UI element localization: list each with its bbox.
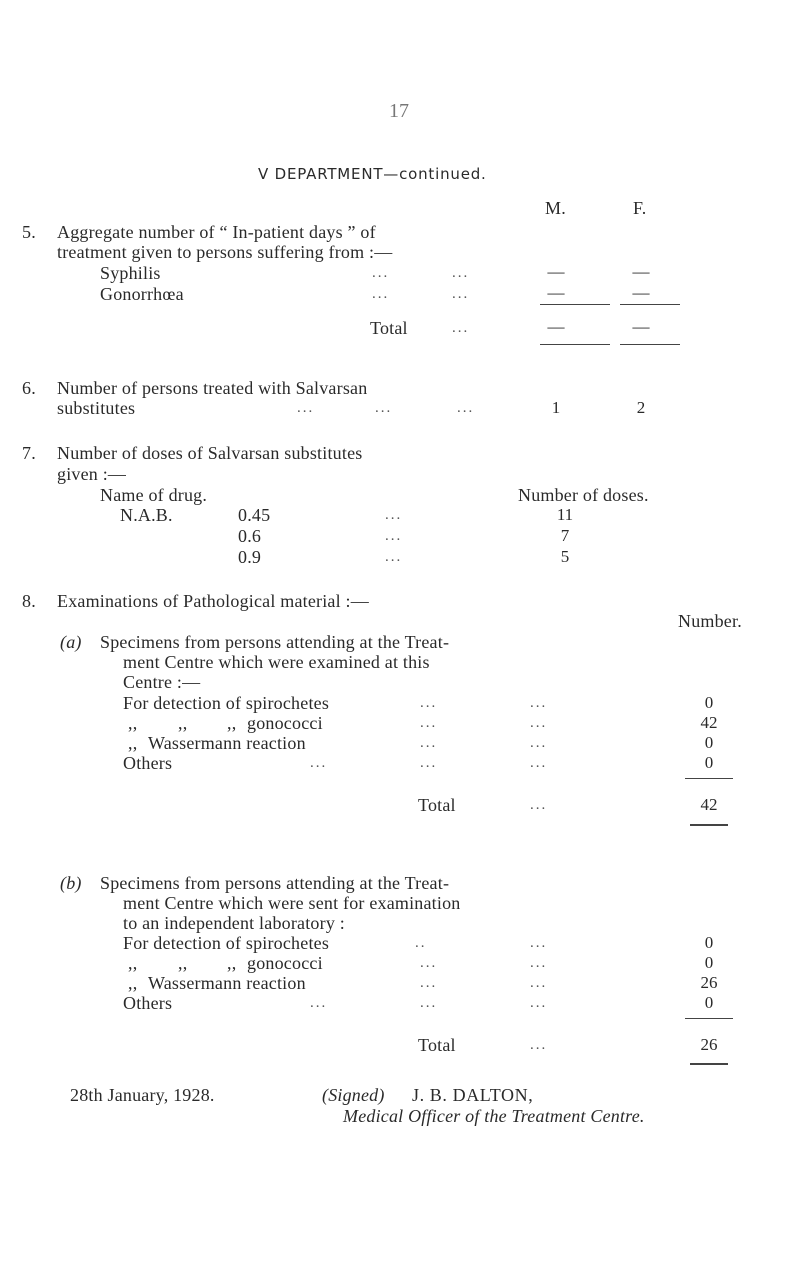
leader-dots: ... <box>530 735 548 751</box>
leader-dots: ... <box>310 995 328 1011</box>
leader-dots: ... <box>372 286 390 302</box>
total-label: Total <box>418 1035 456 1055</box>
total-f: — <box>632 317 650 336</box>
leader-dots: .. <box>415 935 427 951</box>
row-label-wassermann: Wassermann reaction <box>148 973 306 993</box>
page-heading: V DEPARTMENT—continued. <box>258 165 487 183</box>
item-text-line: Number of persons treated with Salvarsan <box>57 378 368 398</box>
item-text-line: Centre :— <box>123 672 201 692</box>
exam-total: 42 <box>700 795 718 814</box>
exam-count: 0 <box>704 693 714 712</box>
leader-dots: ... <box>297 400 315 416</box>
total-label: Total <box>418 795 456 815</box>
subsection-label: (a) <box>60 632 82 652</box>
leader-dots: ... <box>530 797 548 813</box>
total-rule <box>690 824 728 826</box>
leader-dots: ... <box>420 695 438 711</box>
dose-amount: 0.6 <box>238 526 262 546</box>
leader-dots: ... <box>530 995 548 1011</box>
value-m: 1 <box>551 398 561 417</box>
leader-dots: ... <box>452 265 470 281</box>
value-f: — <box>632 262 650 281</box>
item-text-line: Aggregate number of “ In-patient days ” of <box>57 222 376 242</box>
item-number: 6. <box>22 378 36 398</box>
leader-dots: ... <box>375 400 393 416</box>
col-f-header: F. <box>633 198 647 218</box>
leader-dots: ... <box>457 400 475 416</box>
sum-rule <box>685 1018 733 1019</box>
row-label-spirochetes: For detection of spirochetes <box>123 693 330 713</box>
leader-dots: ... <box>420 755 438 771</box>
exam-count: 0 <box>704 933 714 952</box>
exam-count: 26 <box>700 973 718 992</box>
item-text-line: treatment given to persons suffering from :— <box>57 242 393 262</box>
signatory-name: J. B. DALTON, <box>412 1085 534 1105</box>
value-m: — <box>547 262 565 281</box>
exam-count: 0 <box>704 993 714 1012</box>
total-label: Total <box>370 318 408 338</box>
row-label-gonorrhoea: Gonorrhœa <box>100 284 184 304</box>
sum-rule <box>620 304 680 305</box>
signatory-title: Medical Officer of the Treatment Centre. <box>343 1106 645 1126</box>
signed-label: (Signed) <box>322 1085 385 1105</box>
total-rule <box>540 344 610 345</box>
exam-count: 0 <box>704 753 714 772</box>
leader-dots: ... <box>372 265 390 281</box>
ditto-mark: ,, <box>227 713 237 733</box>
row-label-others: Others <box>123 993 173 1013</box>
leader-dots: ... <box>452 320 470 336</box>
row-label-syphilis: Syphilis <box>100 263 161 283</box>
leader-dots: ... <box>385 507 403 523</box>
ditto-mark: ,, <box>128 733 138 753</box>
row-label-gonococci: gonococci <box>247 713 323 733</box>
item-text-line: substitutes <box>57 398 136 418</box>
row-label-wassermann: Wassermann reaction <box>148 733 306 753</box>
exam-count: 0 <box>704 733 714 752</box>
item-text-line: Specimens from persons attending at the Treat- <box>100 873 450 893</box>
ditto-mark: ,, <box>227 953 237 973</box>
item-text-line: to an independent laboratory : <box>123 913 345 933</box>
row-label-others: Others <box>123 753 173 773</box>
exam-count: 42 <box>700 713 718 732</box>
total-rule <box>620 344 680 345</box>
dose-count: 11 <box>556 505 574 524</box>
leader-dots: ... <box>310 755 328 771</box>
item-number: 5. <box>22 222 36 242</box>
leader-dots: ... <box>385 528 403 544</box>
leader-dots: ... <box>530 695 548 711</box>
number-header: Number. <box>678 611 742 631</box>
col-m-header: M. <box>545 198 566 218</box>
leader-dots: ... <box>420 975 438 991</box>
item-number: 8. <box>22 591 36 611</box>
leader-dots: ... <box>420 715 438 731</box>
leader-dots: ... <box>530 755 548 771</box>
sum-rule <box>540 304 610 305</box>
ditto-mark: ,, <box>178 713 188 733</box>
report-date: 28th January, 1928. <box>70 1085 215 1105</box>
leader-dots: ... <box>420 995 438 1011</box>
item-number: 7. <box>22 443 36 463</box>
leader-dots: ... <box>385 549 403 565</box>
ditto-mark: ,, <box>128 973 138 993</box>
leader-dots: ... <box>452 286 470 302</box>
item-text-line: ment Centre which were sent for examination <box>123 893 461 913</box>
value-f: 2 <box>636 398 646 417</box>
item-text-line: Number of doses of Salvarsan substitutes <box>57 443 363 463</box>
row-label-spirochetes: For detection of spirochetes <box>123 933 330 953</box>
leader-dots: ... <box>530 715 548 731</box>
drug-name: N.A.B. <box>120 505 173 525</box>
ditto-mark: ,, <box>178 953 188 973</box>
ditto-mark: ,, <box>128 953 138 973</box>
section-title: Examinations of Pathological material :— <box>57 591 369 611</box>
drug-name-header: Name of drug. <box>100 485 208 505</box>
total-m: — <box>547 317 565 336</box>
dose-amount: 0.45 <box>238 505 271 525</box>
item-text-line: Specimens from persons attending at the Treat- <box>100 632 450 652</box>
value-f: — <box>632 283 650 302</box>
dose-amount: 0.9 <box>238 547 262 567</box>
value-m: — <box>547 283 565 302</box>
page-number: 17 <box>389 100 409 122</box>
leader-dots: ... <box>420 735 438 751</box>
sum-rule <box>685 778 733 779</box>
leader-dots: ... <box>530 1037 548 1053</box>
doses-header: Number of doses. <box>518 485 649 505</box>
leader-dots: ... <box>530 955 548 971</box>
total-rule <box>690 1063 728 1065</box>
subsection-label: (b) <box>60 873 82 893</box>
leader-dots: ... <box>530 935 548 951</box>
dose-count: 7 <box>560 526 570 545</box>
leader-dots: ... <box>420 955 438 971</box>
row-label-gonococci: gonococci <box>247 953 323 973</box>
item-text-line: ment Centre which were examined at this <box>123 652 430 672</box>
exam-total: 26 <box>700 1035 718 1054</box>
leader-dots: ... <box>530 975 548 991</box>
exam-count: 0 <box>704 953 714 972</box>
item-text-line: given :— <box>57 464 127 484</box>
dose-count: 5 <box>560 547 570 566</box>
ditto-mark: ,, <box>128 713 138 733</box>
